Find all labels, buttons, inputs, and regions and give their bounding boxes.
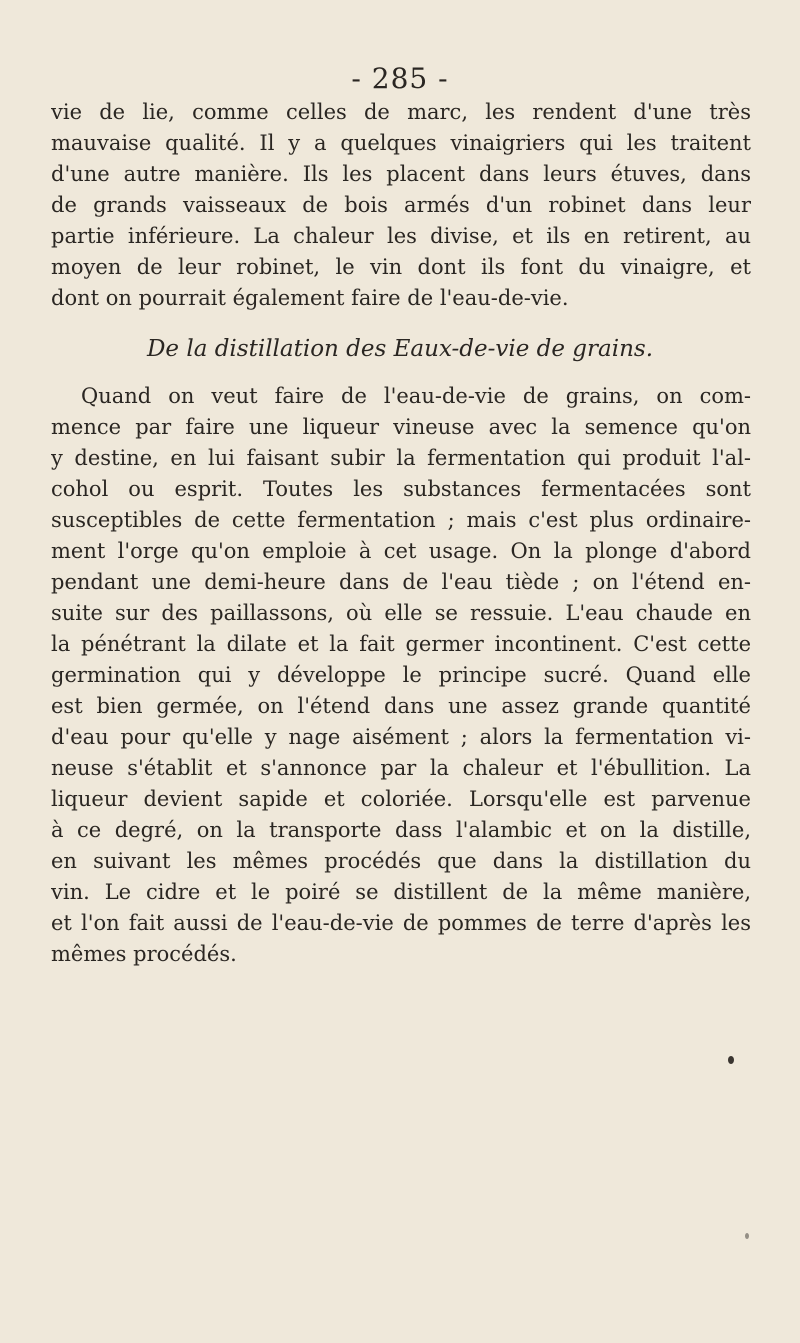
text-line: mêmes procédés.: [51, 942, 237, 966]
text-line: germination qui y développe le principe sucré. Quand elle: [51, 663, 751, 687]
text-line: Quand on veut faire de l'eau-de-vie de grains, on com-: [81, 384, 751, 408]
text-line: y destine, en lui faisant subir la fermentation qui produit l'al-: [51, 446, 751, 470]
section-title: De la distillation des Eaux-de-vie de grains.: [146, 336, 654, 362]
text-line: dont on pourrait également faire de l'eau-de-vie.: [51, 286, 569, 310]
text-line: neuse s'établit et s'annonce par la chaleur et l'ébullition. La: [51, 756, 751, 780]
page-number-header: - 285 -: [351, 62, 449, 95]
text-line: moyen de leur robinet, le vin dont ils font du vinaigre, et: [51, 255, 751, 279]
text-line: à ce degré, on la transporte dass l'alambic et on la distille,: [51, 818, 751, 842]
text-line: vie de lie, comme celles de marc, les rendent d'une très: [51, 100, 751, 124]
text-line: est bien germée, on l'étend dans une assez grande quantité: [51, 694, 751, 718]
text-line: pendant une demi-heure dans de l'eau tiède ; on l'étend en-: [51, 570, 751, 594]
text-line: d'une autre manière. Ils les placent dans leurs étuves, dans: [51, 162, 751, 186]
text-line: suite sur des paillassons, où elle se ressuie. L'eau chaude en: [51, 601, 751, 625]
ink-speck: [745, 1233, 749, 1239]
text-line: vin. Le cidre et le poiré se distillent de la même manière,: [51, 880, 751, 904]
text-line: mence par faire une liqueur vineuse avec la semence qu'on: [51, 415, 751, 439]
text-line: en suivant les mêmes procédés que dans la distillation du: [51, 849, 751, 873]
text-line: liqueur devient sapide et coloriée. Lorsqu'elle est parvenue: [51, 787, 751, 811]
text-line: ment l'orge qu'on emploie à cet usage. On la plonge d'abord: [51, 539, 751, 563]
text-line: la pénétrant la dilate et la fait germer incontinent. C'est cette: [51, 632, 751, 656]
text-line: et l'on fait aussi de l'eau-de-vie de pommes de terre d'après les: [51, 911, 751, 935]
text-line: d'eau pour qu'elle y nage aisément ; alors la fermentation vi-: [51, 725, 751, 749]
text-line: de grands vaisseaux de bois armés d'un robinet dans leur: [51, 193, 751, 217]
text-line: partie inférieure. La chaleur les divise, et ils en retirent, au: [51, 224, 751, 248]
ink-speck: [728, 1056, 734, 1064]
text-line: cohol ou esprit. Toutes les substances fermentacées sont: [51, 477, 751, 501]
text-line: mauvaise qualité. Il y a quelques vinaigriers qui les traitent: [51, 131, 751, 155]
text-line: susceptibles de cette fermentation ; mais c'est plus ordinaire-: [51, 508, 751, 532]
